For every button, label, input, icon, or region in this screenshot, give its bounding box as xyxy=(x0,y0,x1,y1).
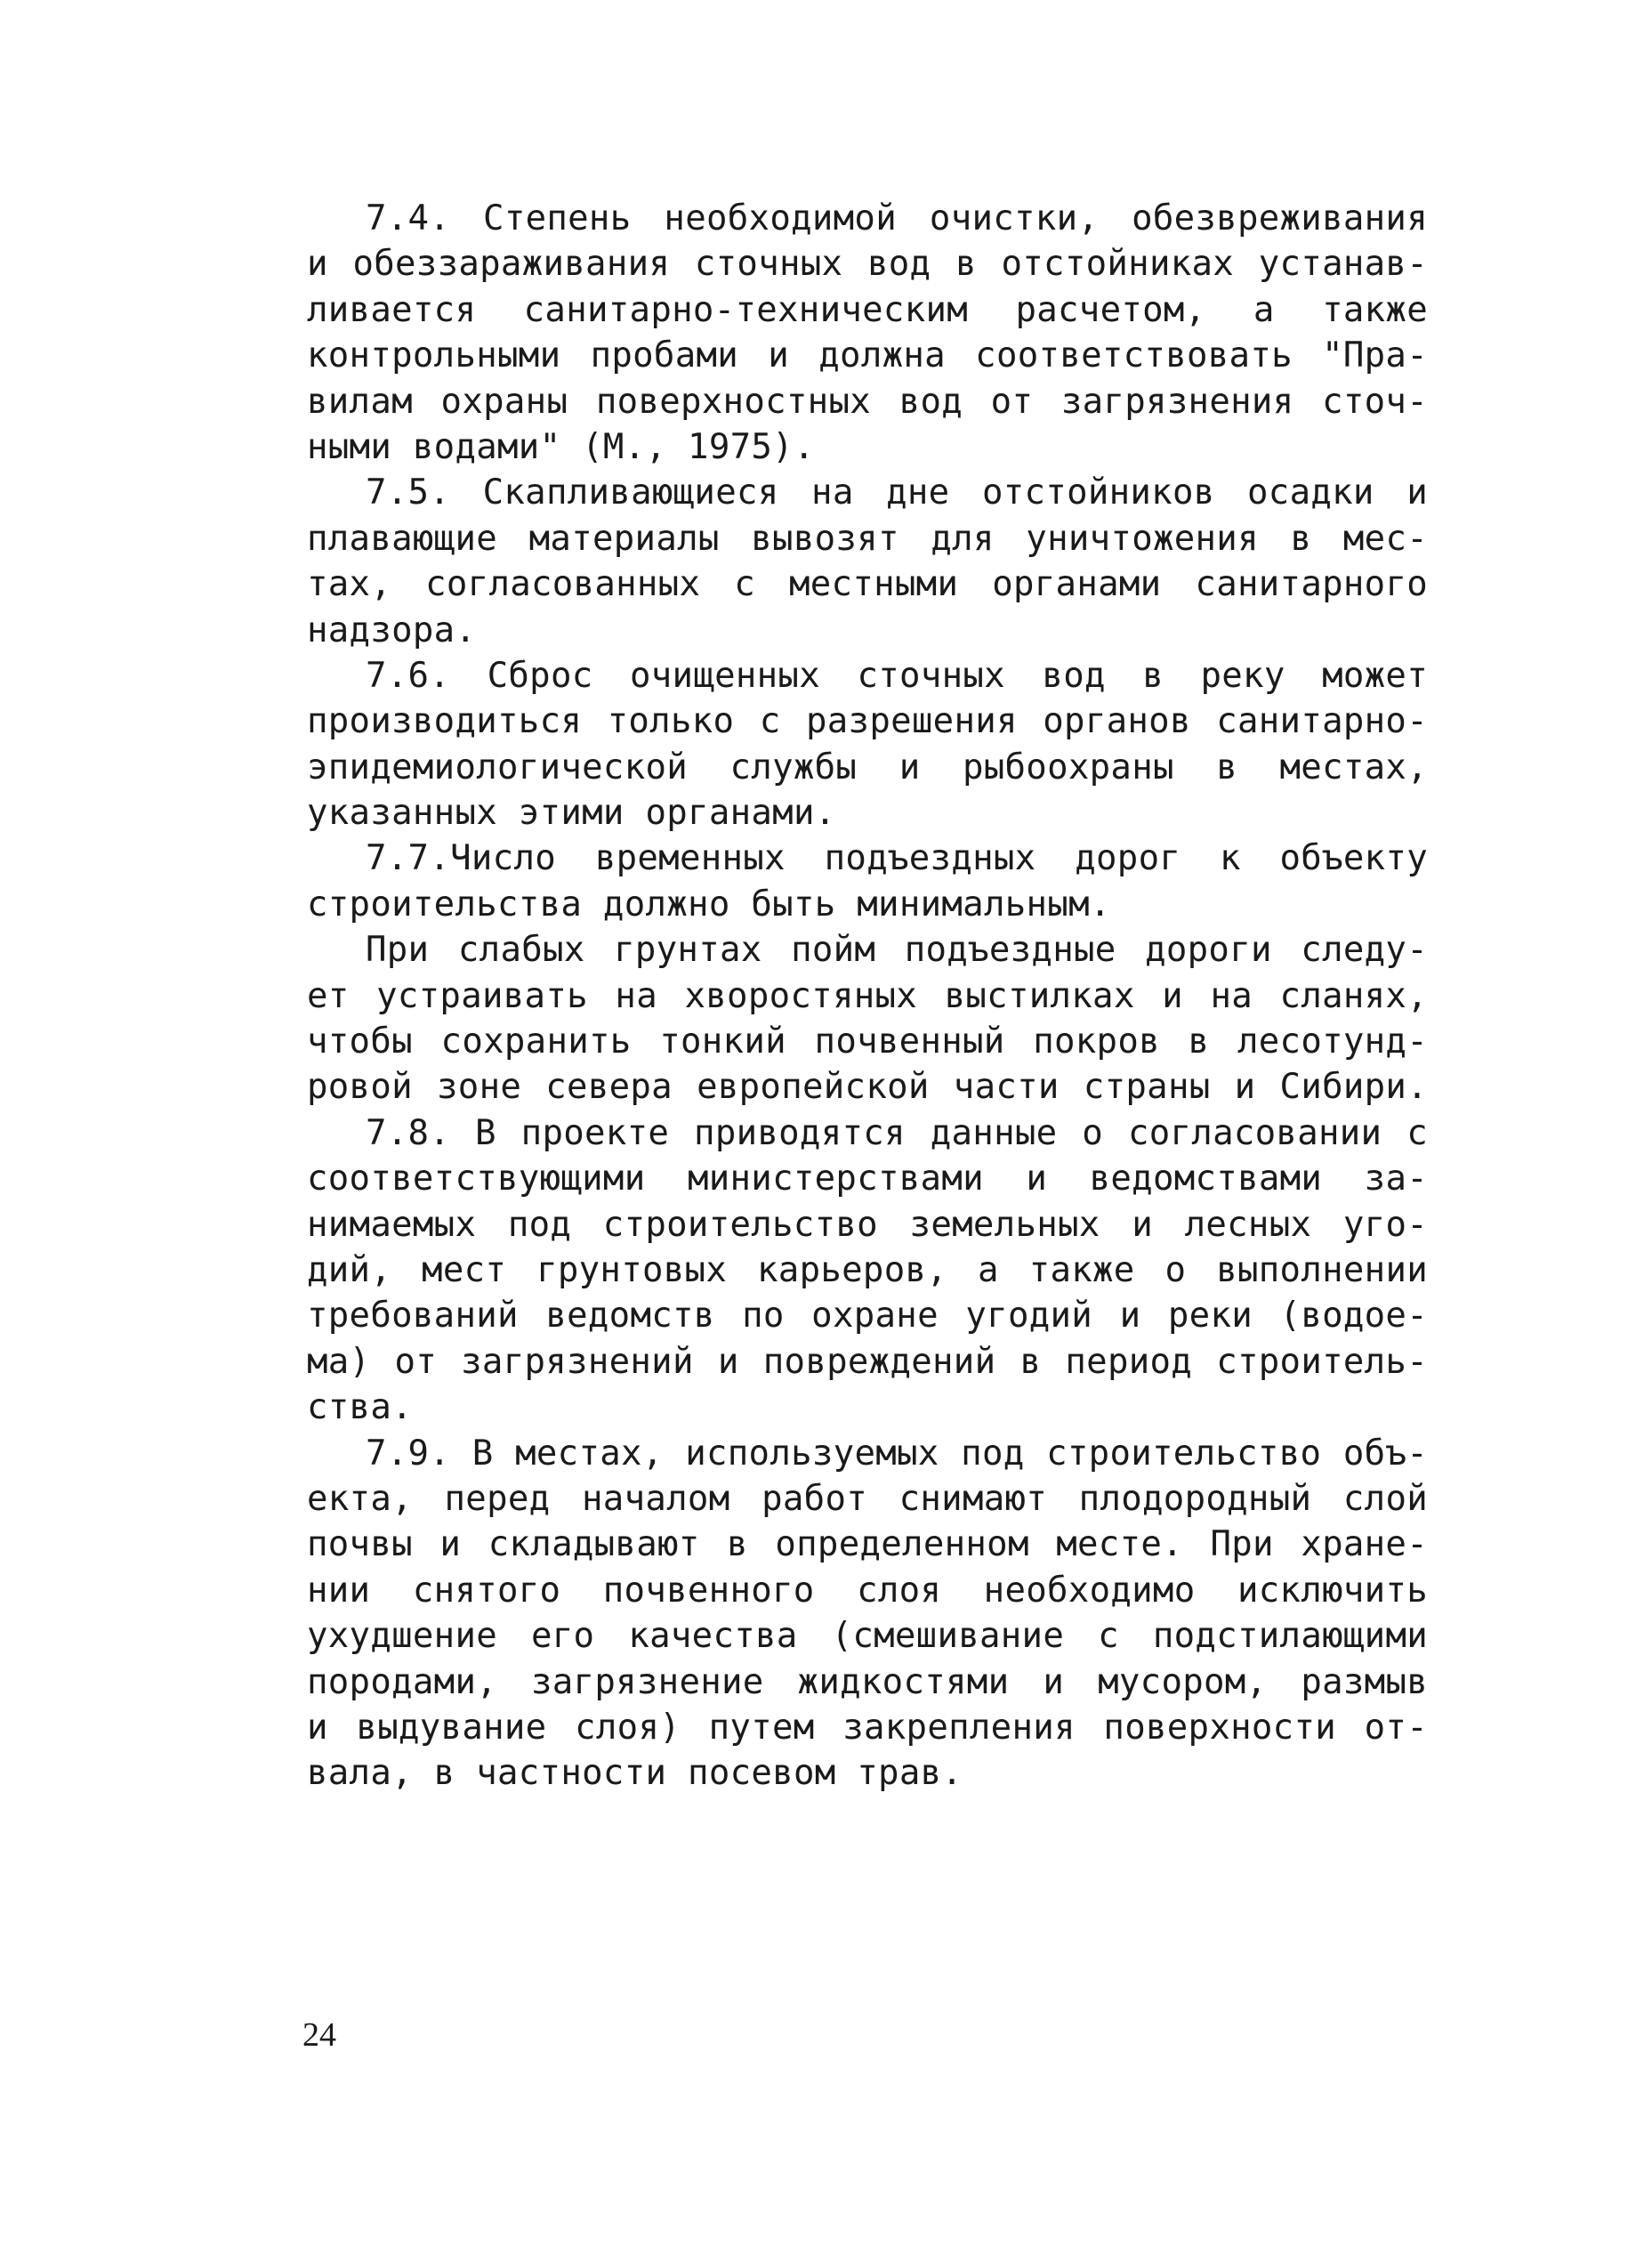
text-line: 7.7.Число временных подъездных дорог к объекту xyxy=(366,838,1428,879)
text-line: указанных этими органами. xyxy=(307,793,836,834)
text-line: вилам охраны поверхностных вод от загрязнения сточ- xyxy=(307,381,1428,422)
paragraph-7-5 xyxy=(307,470,1428,653)
text-line: контрольными пробами и должна соответствовать "Пра- xyxy=(307,335,1428,376)
text-line: эпидемиологической службы и рыбоохраны в местах, xyxy=(307,747,1428,787)
paragraph-7-9 xyxy=(307,1431,1428,1797)
text-line: ухудшение его качества (смешивание с подстилающими xyxy=(307,1616,1428,1657)
paragraph-7-7 xyxy=(307,836,1428,927)
text-line: тах, согласованных с местными органами санитарного xyxy=(307,564,1428,605)
text-line: ливается санитарно-техническим расчетом, а также xyxy=(307,289,1428,330)
text-line: 7.8. В проекте приводятся данные о согласовании с xyxy=(366,1112,1428,1153)
text-line: нии снятого почвенного слоя необходимо исключить xyxy=(307,1570,1428,1611)
text-line: ровой зоне севера европейской части страны и Сибири. xyxy=(307,1067,1428,1108)
text-line: и обеззараживания сточных вод в отстойниках устанав- xyxy=(307,244,1428,285)
text-line: ными водами" (М., 1975). xyxy=(307,426,815,467)
text-line: 7.5. Скапливающиеся на дне отстойников осадки и xyxy=(366,472,1428,513)
text-line: 7.6. Сброс очищенных сточных вод в реку может xyxy=(366,655,1428,696)
text-line: нимаемых под строительство земельных и лесных уго- xyxy=(307,1204,1428,1245)
text-line: чтобы сохранить тонкий почвенный покров в лесотунд- xyxy=(307,1022,1428,1062)
text-line: ма) от загрязнений и повреждений в период строитель- xyxy=(307,1341,1428,1382)
paragraph-7-8 xyxy=(307,1110,1428,1431)
text-line: 7.9. В местах, используемых под строительство объ- xyxy=(366,1433,1428,1474)
text-line: требований ведомств по охране угодий и реки (водое- xyxy=(307,1296,1428,1336)
paragraph-7-6 xyxy=(307,653,1428,836)
body-text xyxy=(307,196,1428,1797)
text-line: дий, мест грунтовых карьеров, а также о выполнении xyxy=(307,1249,1428,1290)
text-line: строительства должно быть минимальным. xyxy=(307,884,1111,925)
text-line: екта, перед началом работ снимают плодородный слой xyxy=(307,1478,1428,1519)
paragraph-7-7-continued xyxy=(307,927,1428,1110)
text-line: ства. xyxy=(307,1387,413,1428)
text-line: соответствующими министерствами и ведомствами за- xyxy=(307,1159,1428,1199)
text-line: ет устраивать на хворостяных выстилках и на сланях, xyxy=(307,975,1428,1016)
text-line: производиться только с разрешения органов санитарно- xyxy=(307,701,1428,742)
text-line: плавающие материалы вывозят для уничтожения в мес- xyxy=(307,518,1428,559)
text-line: 7.4. Степень необходимой очистки, обезвреживания xyxy=(366,198,1428,238)
page-number: 24 xyxy=(302,2016,336,2054)
text-line: При слабых грунтах пойм подъездные дороги следу- xyxy=(366,930,1428,971)
text-line: породами, загрязнение жидкостями и мусором, размыв xyxy=(307,1661,1428,1702)
text-line: почвы и складывают в определенном месте. При хране- xyxy=(307,1524,1428,1565)
text-line: надзора. xyxy=(307,610,477,650)
text-line: и выдувание слоя) путем закрепления поверхности от- xyxy=(307,1707,1428,1748)
text-line: вала, в частности посевом трав. xyxy=(307,1753,963,1794)
paragraph-7-4 xyxy=(307,196,1428,470)
